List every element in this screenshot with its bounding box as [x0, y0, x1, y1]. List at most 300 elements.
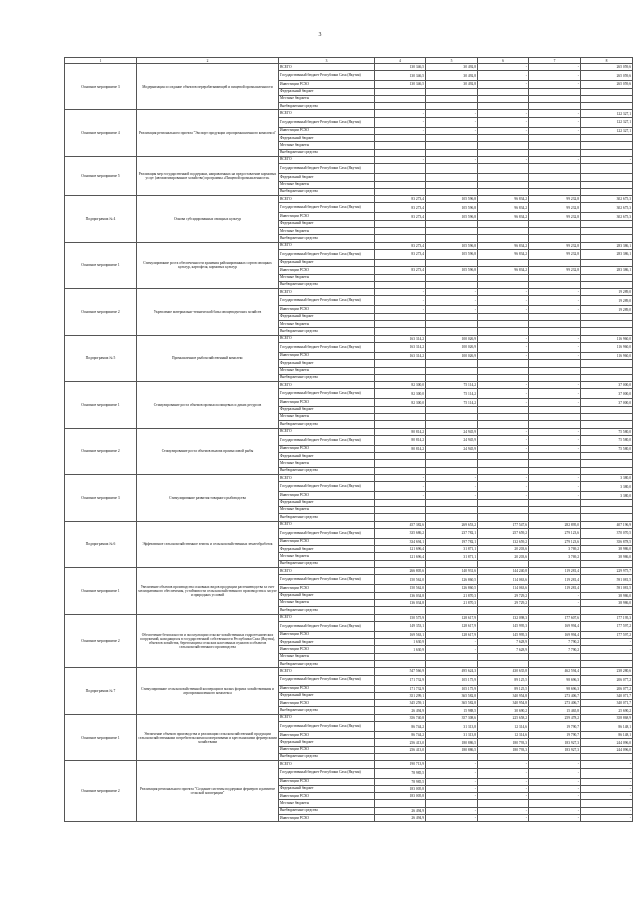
amount-cell: [478, 453, 529, 460]
funding-source: ВСЕГО: [279, 714, 375, 721]
amount-cell: 24 945,9: [426, 445, 478, 452]
funding-source: Федеральный бюджет: [279, 313, 375, 320]
amount-cell: -: [529, 785, 581, 792]
amount-cell: -: [375, 296, 426, 306]
amount-cell: [426, 560, 478, 567]
amount-cell: [426, 753, 478, 760]
funding-source: Государственный бюджет Республики Саха (Якутия): [279, 342, 375, 352]
amount-cell: [426, 413, 478, 420]
amount-cell: 206 077,2: [581, 675, 633, 685]
amount-cell: 591 081,5: [581, 585, 633, 592]
funding-source: Государственный бюджет Республики Саха (Якутия): [279, 435, 375, 445]
amount-cell: 265 059,6: [581, 64, 633, 71]
amount-cell: 163 314,2: [375, 342, 426, 352]
amount-cell: 100 026,9: [426, 335, 478, 342]
amount-cell: [426, 259, 478, 266]
amount-cell: 99 232,8: [529, 249, 581, 259]
amount-cell: [529, 281, 581, 288]
amount-cell: [478, 188, 529, 195]
amount-cell: 340 954,8: [478, 700, 529, 707]
activity-description: Стимулирование роста объемов вылова промысловой рыбы: [137, 428, 279, 474]
amount-cell: [581, 607, 633, 614]
table-row: [65, 714, 633, 721]
amount-cell: [529, 259, 581, 266]
amount-cell: [375, 135, 426, 142]
amount-cell: -: [529, 592, 581, 599]
amount-cell: 225 658,2: [478, 714, 529, 721]
funding-source: Государственный бюджет Республики Саха (Якутия): [279, 296, 375, 306]
amount-cell: 21 870,3: [426, 592, 478, 599]
amount-cell: 83 273,4: [375, 249, 426, 259]
amount-cell: 26 494,9: [375, 807, 426, 814]
amount-cell: 150 562,0: [375, 585, 426, 592]
amount-cell: [581, 95, 633, 102]
amount-cell: 80 814,2: [375, 445, 426, 452]
amount-cell: [375, 274, 426, 281]
amount-cell: [375, 174, 426, 181]
amount-cell: 163 314,2: [375, 352, 426, 359]
amount-cell: -: [426, 306, 478, 313]
activity-description: Обеспечение безопасности и эксплуатации сельско-хозяйственных гидротехнических сооружений, находящихся в государственной собственности Республики Саха (Якутия), объектов хозяйства, берегозащиты сельских населенных пунктов и объектов сельскохозяйственного производства: [137, 614, 279, 668]
funding-source: Местные бюджеты: [279, 142, 375, 149]
amount-cell: 25 690,2: [581, 707, 633, 714]
amount-cell: 149 353,1: [375, 621, 426, 631]
amount-cell: [529, 328, 581, 335]
amount-cell: [375, 406, 426, 413]
amount-cell: 279 123,6: [529, 528, 581, 538]
amount-cell: [478, 506, 529, 513]
amount-cell: 171 732,9: [375, 675, 426, 685]
amount-cell: 75 580,0: [581, 445, 633, 452]
amount-cell: 82 300,0: [375, 399, 426, 406]
budget-table: [64, 57, 633, 822]
amount-cell: -: [529, 482, 581, 492]
amount-cell: [478, 607, 529, 614]
table-row: [65, 568, 633, 575]
amount-cell: [581, 514, 633, 521]
amount-cell: [375, 164, 426, 174]
funding-source: Инвестиции РСХО: [279, 399, 375, 406]
amount-cell: 121 696,4: [375, 546, 426, 553]
amount-cell: 169 994,4: [529, 631, 581, 638]
funding-source: Инвестиции РСХО: [279, 127, 375, 134]
amount-cell: 38 986,0: [581, 546, 633, 553]
amount-cell: -: [581, 793, 633, 800]
table-row: [65, 335, 633, 342]
funding-source: Государственный бюджет Республики Саха (Якутия): [279, 675, 375, 685]
amount-cell: [375, 514, 426, 521]
amount-cell: 169 994,4: [529, 621, 581, 631]
amount-cell: 177 195,3: [581, 614, 633, 621]
amount-cell: [529, 514, 581, 521]
amount-cell: -: [478, 306, 529, 313]
amount-cell: -: [478, 352, 529, 359]
amount-cell: 136 034,8: [375, 599, 426, 606]
amount-cell: -: [478, 815, 529, 822]
table-row: [65, 382, 633, 389]
funding-source: Федеральный бюджет: [279, 453, 375, 460]
amount-cell: [478, 313, 529, 320]
amount-cell: 145 995,3: [478, 621, 529, 631]
funding-source: Государственный бюджет Республики Саха (Якутия): [279, 71, 375, 81]
funding-source: ВСЕГО: [279, 614, 375, 621]
amount-cell: 269 653,2: [426, 521, 478, 528]
amount-cell: 96 834,2: [478, 249, 529, 259]
funding-source: Инвестиции РСХО: [279, 685, 375, 692]
amount-cell: 75 114,2: [426, 389, 478, 399]
amount-cell: [581, 259, 633, 266]
amount-cell: 19 289,0: [581, 296, 633, 306]
amount-cell: [478, 421, 529, 428]
amount-cell: 96 834,2: [478, 196, 529, 203]
activity-description: Реализация мер государственной поддержки, направленных на предоставление кормовых услуг (автоматизированное хозяйство) программы «Пищевой промышленности»: [137, 156, 279, 195]
amount-cell: 495 624,3: [426, 668, 478, 675]
amount-cell: [581, 321, 633, 328]
amount-cell: 7 790,2: [529, 639, 581, 646]
amount-cell: [375, 149, 426, 156]
amount-cell: 116 960,0: [581, 352, 633, 359]
funding-source: Федеральный бюджет: [279, 360, 375, 367]
amount-cell: [529, 188, 581, 195]
amount-cell: [529, 313, 581, 320]
activity-name: Основное мероприятие 3: [65, 64, 137, 110]
amount-cell: 197 782,1: [426, 538, 478, 545]
funding-source: Внебюджетные средства: [279, 661, 375, 668]
amount-cell: 132 098,3: [478, 614, 529, 621]
funding-source: Инвестиции РСХО: [279, 538, 375, 545]
amount-cell: 3 380,0: [581, 492, 633, 499]
amount-cell: [478, 103, 529, 110]
amount-cell: 78 985,5: [375, 768, 426, 778]
amount-cell: [478, 360, 529, 367]
amount-cell: 96 834,2: [478, 203, 529, 213]
amount-cell: [529, 453, 581, 460]
amount-cell: -: [478, 71, 529, 81]
amount-cell: 365 582,8: [426, 700, 478, 707]
funding-source: ВСЕГО: [279, 428, 375, 435]
amount-cell: -: [529, 445, 581, 452]
amount-cell: 136 034,8: [375, 592, 426, 599]
amount-cell: [529, 149, 581, 156]
amount-cell: 31 871,1: [426, 546, 478, 553]
amount-cell: [478, 753, 529, 760]
amount-cell: [529, 220, 581, 227]
funding-source: Местные бюджеты: [279, 506, 375, 513]
funding-source: Инвестиции РСХО: [279, 585, 375, 592]
amount-cell: 19 790,7: [529, 722, 581, 732]
amount-cell: -: [478, 445, 529, 452]
amount-cell: 7 628,9: [478, 646, 529, 653]
funding-source: Федеральный бюджет: [279, 785, 375, 792]
column-header: 5: [426, 58, 478, 64]
amount-cell: -: [478, 335, 529, 342]
amount-cell: 26 494,9: [375, 815, 426, 822]
amount-cell: 75 580,0: [581, 428, 633, 435]
amount-cell: 96 834,2: [478, 242, 529, 249]
amount-cell: [529, 181, 581, 188]
activity-description: Эффективное сельскохозяйственное земель и сельскохозяйственных землеобработок: [137, 521, 279, 567]
amount-cell: -: [529, 64, 581, 71]
funding-source: Инвестиции РСХО: [279, 306, 375, 313]
amount-cell: 547 566,9: [375, 668, 426, 675]
amount-cell: [529, 661, 581, 668]
funding-source: ВСЕГО: [279, 382, 375, 389]
amount-cell: [581, 135, 633, 142]
amount-cell: -: [529, 492, 581, 499]
amount-cell: 140 931,6: [426, 568, 478, 575]
amount-cell: 12 314,6: [478, 732, 529, 739]
amount-cell: [529, 421, 581, 428]
amount-cell: [581, 653, 633, 660]
amount-cell: [581, 753, 633, 760]
amount-cell: [426, 653, 478, 660]
amount-cell: -: [581, 761, 633, 768]
funding-source: ВСЕГО: [279, 568, 375, 575]
amount-cell: [375, 800, 426, 807]
amount-cell: [581, 88, 633, 95]
amount-cell: 180 886,5: [426, 746, 478, 753]
amount-cell: [478, 653, 529, 660]
amount-cell: [426, 149, 478, 156]
amount-cell: [478, 174, 529, 181]
amount-cell: 457 382,6: [375, 521, 426, 528]
amount-cell: [581, 800, 633, 807]
amount-cell: [581, 499, 633, 506]
amount-cell: -: [581, 785, 633, 792]
amount-cell: -: [529, 335, 581, 342]
amount-cell: 99 232,8: [529, 196, 581, 203]
amount-cell: -: [529, 428, 581, 435]
amount-cell: [375, 88, 426, 95]
amount-cell: [581, 174, 633, 181]
amount-cell: -: [375, 306, 426, 313]
amount-cell: -: [426, 117, 478, 127]
amount-cell: 80 814,2: [375, 435, 426, 445]
amount-cell: [529, 360, 581, 367]
amount-cell: 340 071,7: [581, 692, 633, 699]
amount-cell: 177 607,6: [529, 614, 581, 621]
amount-cell: 105 596,8: [426, 213, 478, 220]
activity-name: Основное мероприятие 2: [65, 614, 137, 668]
amount-cell: 105 596,8: [426, 267, 478, 274]
amount-cell: [375, 607, 426, 614]
amount-cell: [529, 103, 581, 110]
funding-source: Внебюджетные средства: [279, 374, 375, 381]
amount-cell: 206 077,2: [581, 685, 633, 692]
funding-source: Внебюджетные средства: [279, 421, 375, 428]
amount-cell: [529, 274, 581, 281]
funding-source: Внебюджетные средства: [279, 149, 375, 156]
amount-cell: 116 960,0: [581, 342, 633, 352]
funding-source: Федеральный бюджет: [279, 220, 375, 227]
amount-cell: -: [581, 156, 633, 163]
amount-cell: 30 492,8: [426, 81, 478, 88]
amount-cell: [529, 800, 581, 807]
funding-source: ВСЕГО: [279, 289, 375, 296]
amount-cell: 86 148,1: [581, 732, 633, 739]
amount-cell: -: [478, 482, 529, 492]
amount-cell: -: [426, 785, 478, 792]
amount-cell: 229 975,7: [581, 568, 633, 575]
funding-source: Инвестиции РСХО: [279, 81, 375, 88]
amount-cell: [581, 142, 633, 149]
amount-cell: 116 960,0: [581, 335, 633, 342]
funding-source: Государственный бюджет Республики Саха (Якутия): [279, 528, 375, 538]
amount-cell: -: [478, 435, 529, 445]
activity-description: Промышленное рыбохозяйственный комплекс: [137, 335, 279, 381]
funding-source: Федеральный бюджет: [279, 259, 375, 266]
amount-cell: 3 769,2: [529, 553, 581, 560]
amount-cell: 7 790,2: [529, 646, 581, 653]
amount-cell: [426, 188, 478, 195]
amount-cell: 183 927,3: [529, 746, 581, 753]
amount-cell: 126 860,5: [426, 575, 478, 585]
funding-source: Инвестиции РСХО: [279, 631, 375, 638]
amount-cell: [426, 800, 478, 807]
amount-cell: -: [478, 778, 529, 785]
amount-cell: [426, 281, 478, 288]
amount-cell: [478, 95, 529, 102]
amount-cell: [426, 328, 478, 335]
amount-cell: [426, 135, 478, 142]
amount-cell: -: [529, 382, 581, 389]
table-row: [65, 110, 633, 117]
amount-cell: [426, 274, 478, 281]
amount-cell: -: [426, 482, 478, 492]
amount-cell: 1 630,9: [375, 639, 426, 646]
funding-source: Инвестиции РСХО: [279, 732, 375, 739]
amount-cell: [529, 607, 581, 614]
amount-cell: -: [529, 399, 581, 406]
amount-cell: 38 986,0: [581, 592, 633, 599]
amount-cell: 89 125,5: [478, 685, 529, 692]
amount-cell: 171 732,9: [375, 685, 426, 692]
page-number: 3: [318, 32, 322, 38]
amount-cell: 190 713,9: [375, 761, 426, 768]
funding-source: Федеральный бюджет: [279, 739, 375, 746]
amount-cell: -: [478, 389, 529, 399]
amount-cell: [478, 228, 529, 235]
amount-cell: [581, 313, 633, 320]
amount-cell: 351 299,1: [375, 692, 426, 699]
funding-source: Федеральный бюджет: [279, 592, 375, 599]
amount-cell: 3 380,0: [581, 475, 633, 482]
amount-cell: -: [529, 127, 581, 134]
column-header: 6: [478, 58, 529, 64]
amount-cell: 83 273,4: [375, 203, 426, 213]
funding-source: Внебюджетные средства: [279, 807, 375, 814]
column-header: 7: [529, 58, 581, 64]
amount-cell: [375, 142, 426, 149]
amount-cell: 3 380,0: [581, 482, 633, 492]
funding-source: Местные бюджеты: [279, 321, 375, 328]
funding-source: Инвестиции РСХО: [279, 445, 375, 452]
amount-cell: -: [581, 768, 633, 778]
amount-cell: 177 547,6: [478, 521, 529, 528]
amount-cell: 24 945,9: [426, 428, 478, 435]
amount-cell: -: [529, 475, 581, 482]
amount-cell: 183 005,8: [375, 785, 426, 792]
activity-name: Основное мероприятие 1: [65, 714, 137, 760]
amount-cell: -: [426, 156, 478, 163]
amount-cell: -: [529, 768, 581, 778]
amount-cell: [426, 88, 478, 95]
amount-cell: 78 985,5: [375, 778, 426, 785]
amount-cell: 177 597,2: [581, 621, 633, 631]
amount-cell: [581, 413, 633, 420]
amount-cell: [581, 453, 633, 460]
amount-cell: -: [478, 382, 529, 389]
amount-cell: [529, 174, 581, 181]
activity-description: Реализация регионального проекта "Создание системы поддержки фермеров и развитие сельской кооперации": [137, 761, 279, 822]
amount-cell: 82 300,0: [375, 382, 426, 389]
funding-source: Местные бюджеты: [279, 413, 375, 420]
amount-cell: 365 582,8: [426, 692, 478, 699]
funding-source: Местные бюджеты: [279, 228, 375, 235]
amount-cell: [426, 367, 478, 374]
amount-cell: 257 659,2: [478, 528, 529, 538]
amount-cell: [375, 367, 426, 374]
amount-cell: 98 696,3: [529, 675, 581, 685]
amount-cell: 177 597,2: [581, 631, 633, 638]
amount-cell: [375, 421, 426, 428]
amount-cell: 20 203,6: [478, 553, 529, 560]
amount-cell: [581, 367, 633, 374]
amount-cell: 180 793,3: [478, 739, 529, 746]
amount-cell: 180 886,5: [426, 739, 478, 746]
amount-cell: 259 478,2: [529, 714, 581, 721]
amount-cell: [375, 95, 426, 102]
activity-name: Основное мероприятие 2: [65, 289, 137, 335]
amount-cell: [375, 228, 426, 235]
amount-cell: 130 346,5: [375, 64, 426, 71]
amount-cell: 126 860,5: [426, 585, 478, 592]
amount-cell: -: [426, 793, 478, 800]
amount-cell: 273 406,7: [529, 700, 581, 707]
amount-cell: [375, 360, 426, 367]
amount-cell: [478, 413, 529, 420]
amount-cell: -: [375, 156, 426, 163]
amount-cell: [426, 421, 478, 428]
activity-description: Стимулирование развития товарного рыбоводства: [137, 475, 279, 521]
amount-cell: 29 729,2: [478, 599, 529, 606]
amount-cell: 38 986,0: [581, 553, 633, 560]
amount-cell: 21 870,3: [426, 599, 478, 606]
amount-cell: 80 814,2: [375, 428, 426, 435]
amount-cell: -: [529, 807, 581, 814]
amount-cell: [529, 413, 581, 420]
amount-cell: -: [426, 475, 478, 482]
amount-cell: 105 175,9: [426, 685, 478, 692]
amount-cell: 237 782,1: [426, 528, 478, 538]
amount-cell: [478, 321, 529, 328]
amount-cell: 128 617,9: [426, 614, 478, 621]
activity-name: Основное мероприятие 1: [65, 382, 137, 428]
amount-cell: -: [426, 768, 478, 778]
funding-source: Внебюджетные средства: [279, 281, 375, 288]
activity-description: Основа субсидированных овощных культур: [137, 196, 279, 242]
amount-cell: 244 096,0: [581, 739, 633, 746]
amount-cell: -: [478, 156, 529, 163]
amount-cell: 38 986,0: [581, 599, 633, 606]
amount-cell: 83 273,4: [375, 213, 426, 220]
funding-source: ВСЕГО: [279, 668, 375, 675]
amount-cell: [581, 181, 633, 188]
amount-cell: 83 273,4: [375, 242, 426, 249]
amount-cell: [478, 235, 529, 242]
amount-cell: 75 114,2: [426, 382, 478, 389]
amount-cell: -: [426, 127, 478, 134]
